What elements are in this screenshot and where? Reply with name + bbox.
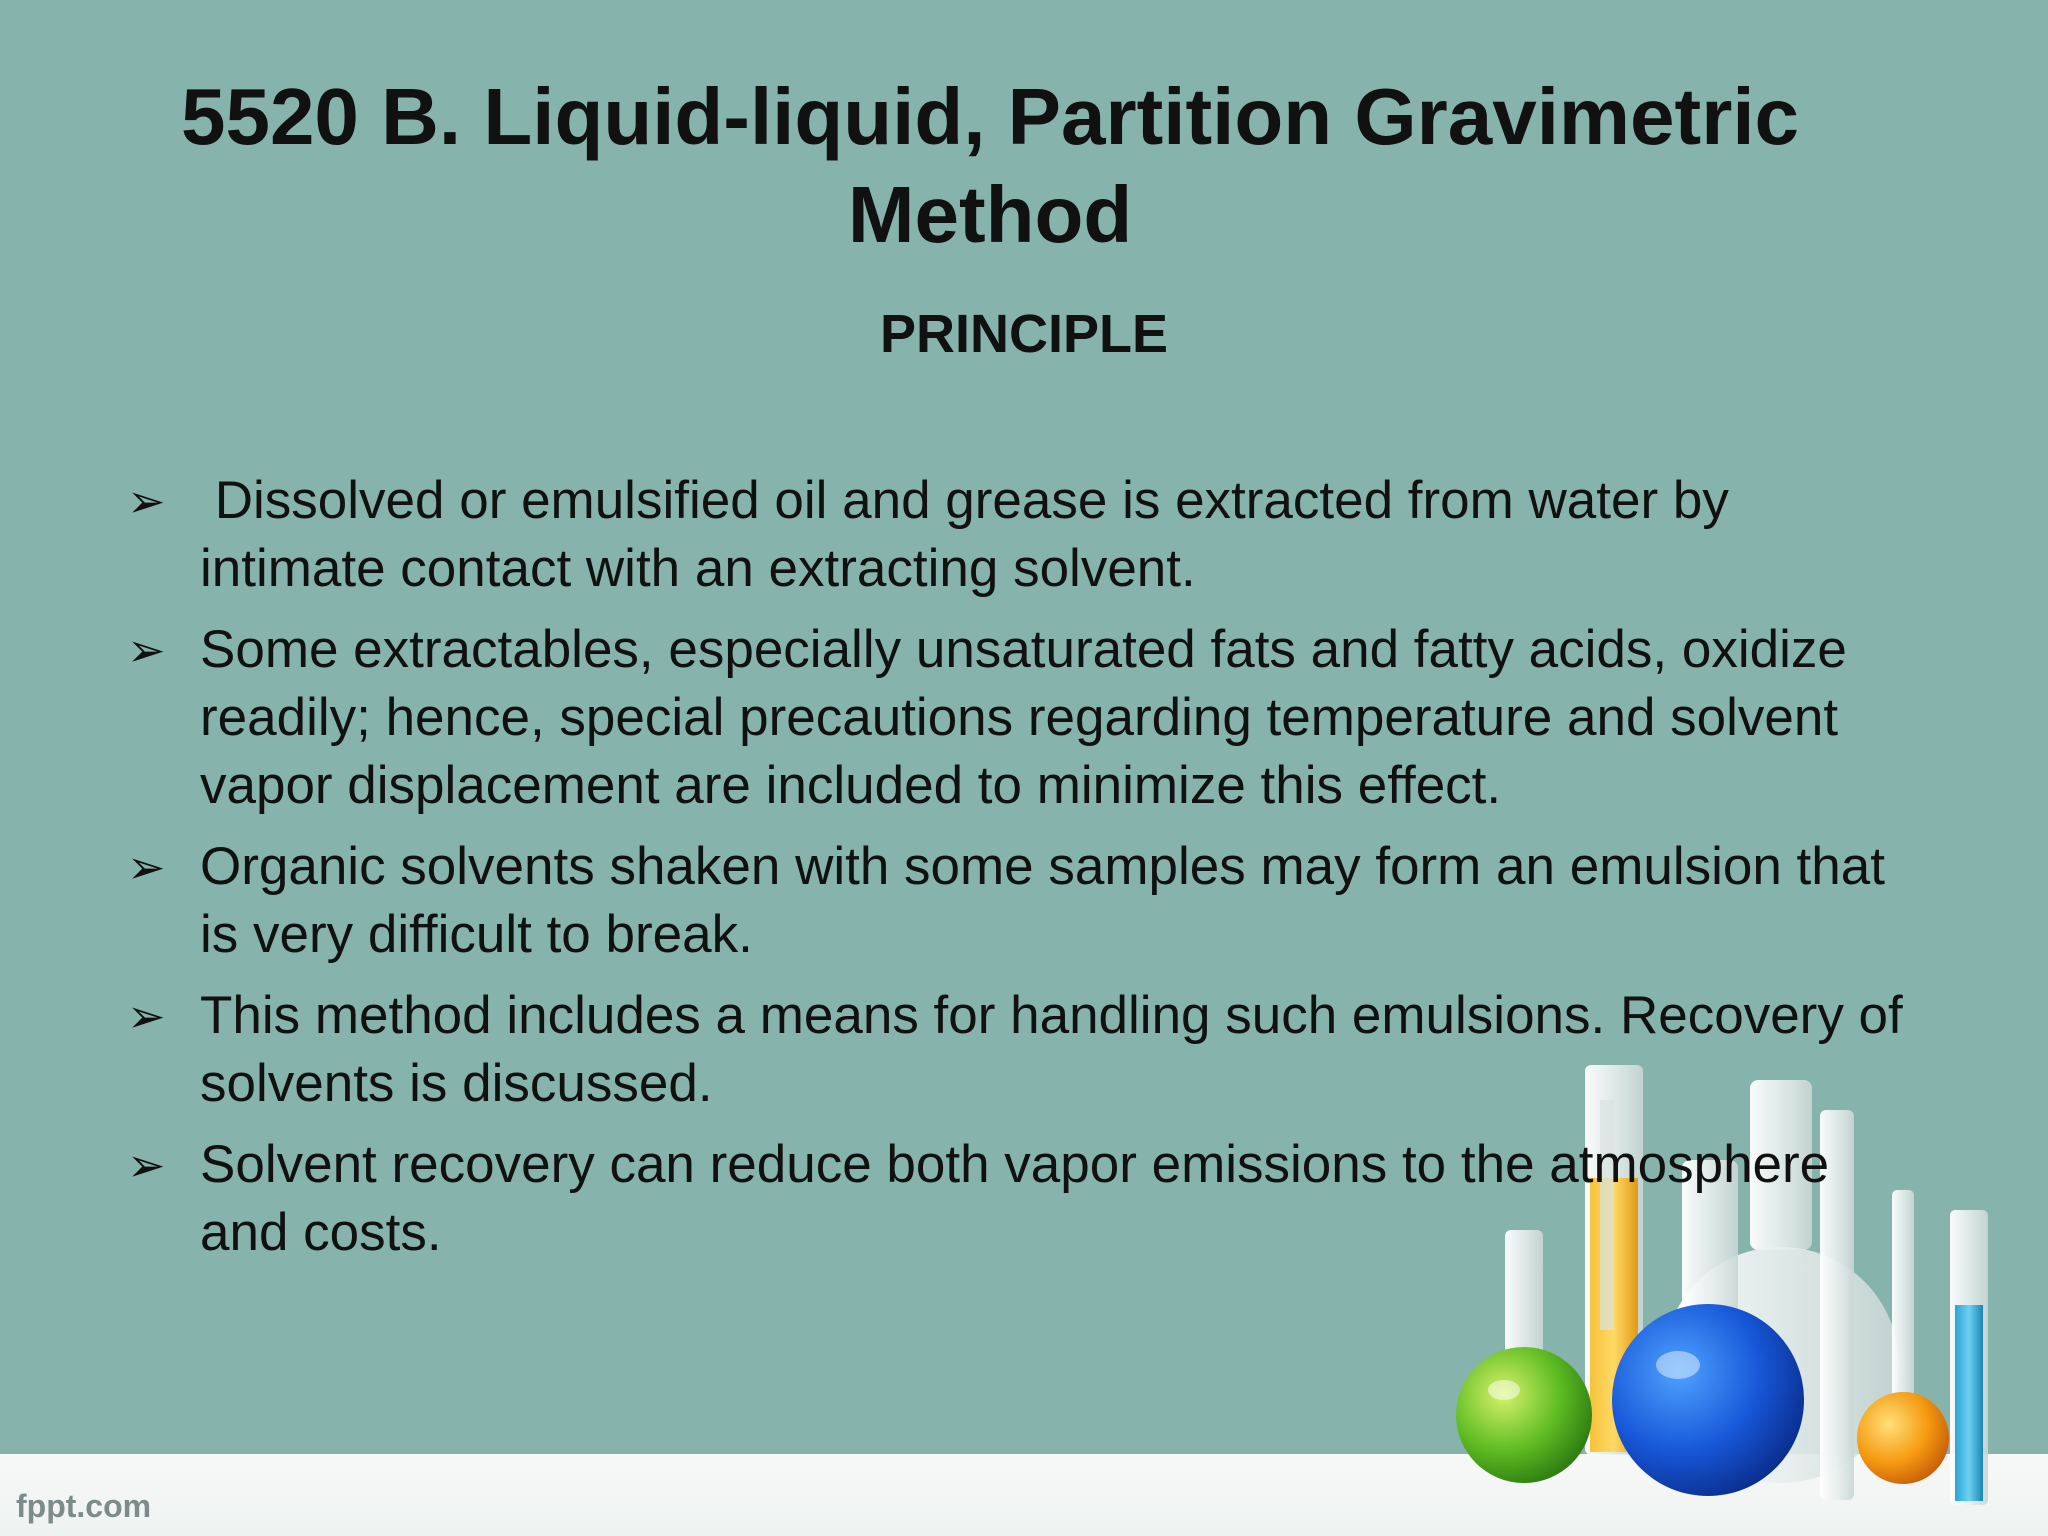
arrowhead-bullet-icon: ➢ xyxy=(127,1139,166,1191)
bullet-item xyxy=(125,1131,1925,1267)
arrowhead-bullet-icon: ➢ xyxy=(127,624,166,676)
section-heading: PRINCIPLE xyxy=(879,304,1169,364)
bullet-item xyxy=(125,467,1925,603)
footer-brand-logo: fppt.com xyxy=(16,1488,152,1524)
bullet-item xyxy=(125,982,1925,1118)
bullet-text: This method includes a means for handling such emulsions. Recovery of solvents is discussed. xyxy=(200,986,1903,1113)
bullet-text: Solvent recovery can reduce both vapor emissions to the atmosphere and costs. xyxy=(200,1135,1830,1262)
bullet-text: Some extractables, especially unsaturated fats and fatty acids, oxidize readily; hence, special precautions regarding temperature and solvent vapor displacement are included to minimize this effect. xyxy=(200,620,1847,815)
bullet-text: Dissolved or emulsified oil and grease is extracted from water by intimate contact with an extracting solvent. xyxy=(200,471,1744,598)
arrowhead-bullet-icon: ➢ xyxy=(127,841,166,893)
arrowhead-bullet-icon: ➢ xyxy=(127,475,166,527)
bullet-list xyxy=(125,467,1925,1280)
bullet-item xyxy=(125,833,1925,969)
arrowhead-bullet-icon: ➢ xyxy=(127,990,166,1042)
bullet-item xyxy=(125,616,1925,820)
bullet-text: Organic solvents shaken with some samples may form an emulsion that is very difficult to break. xyxy=(200,837,1885,964)
slide-title: 5520 B. Liquid-liquid, Partition Gravimetric Method xyxy=(180,72,1800,259)
